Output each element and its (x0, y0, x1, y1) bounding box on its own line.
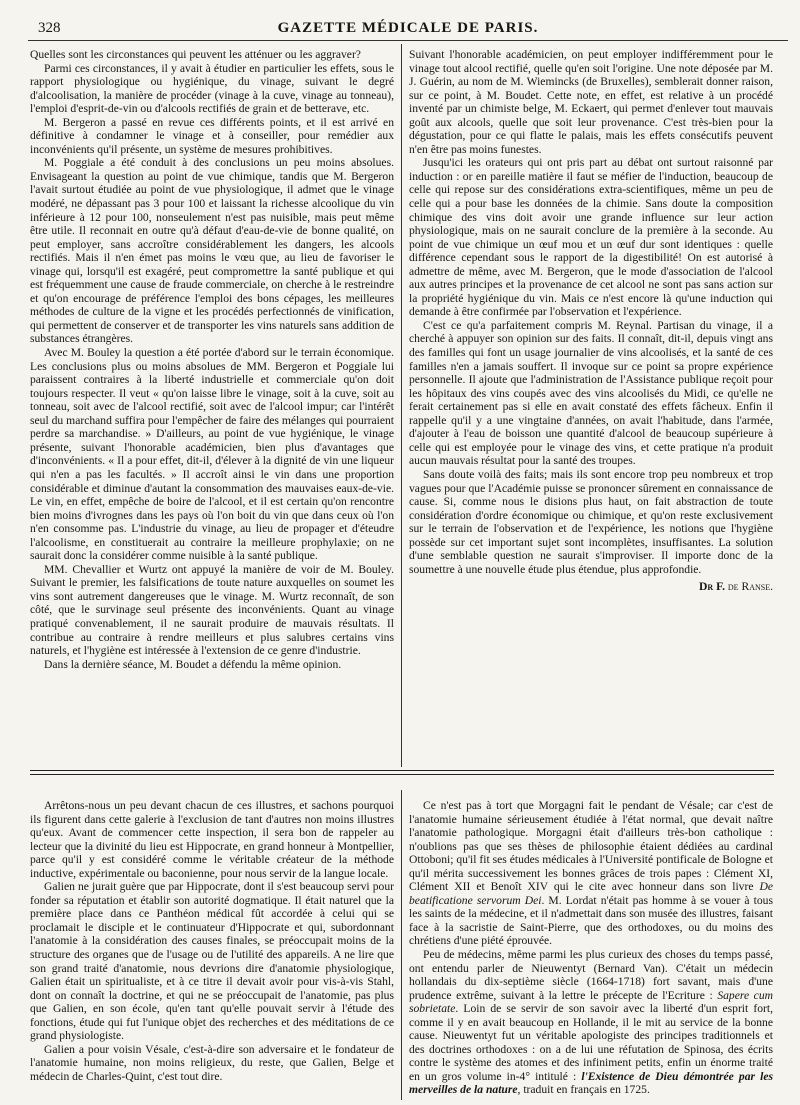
paragraph: MM. Chevallier et Wurtz ont appuyé la manière de voir de M. Bouley. Suivant le premier, les falsifications de toute nature auxquelles on soumet les vins sont autrement dangereuses que le vinage. M. Wurtz reconnaît, de son côté, que le survinage seul présente des inconvénients. Quant au vinage pratiqué convenablement, il ne saurait produire de mauvais résultats. Il contribue au contraire à rendre meilleurs et plus salubres certains vins naturels, et l'hygiène est intéressée à l'extension de ce genre d'industrie. (30, 562, 394, 658)
section-divider (30, 770, 774, 771)
page-number: 328 (38, 20, 61, 36)
paragraph: M. Bergeron a passé en revue ces différents points, et il est arrivé en définitive à condamner le vinage et à conseiller, pour remédier aux inconvénients qu'il présente, un système de mesures prohibitives. (30, 115, 394, 156)
paragraph: Quelles sont les circonstances qui peuvent les atténuer ou les aggraver? (30, 48, 361, 61)
paragraph (409, 948, 773, 1097)
article-column-right (409, 48, 773, 764)
paragraph: Galien a pour voisin Vésale, c'est-à-dire son adversaire et le fondateur de l'anatomie humaine, non moins religieux, du reste, que Galien, Belge et médecin de Charles-Quint, c'est tout dire. (30, 1042, 394, 1083)
paragraph: Jusqu'ici les orateurs qui ont pris part au débat ont surtout raisonné par induction : or en pareille matière il faut se méfier de l'induction, beaucoup de celle qui repose sur des considérations extra-scientifiques, même un peu de celle qui a pour base les données de la chimie. Sans doute la composition chimique des vins doit avoir une grande influence sur leur action physiologique, mais on ne saurait conclure de la première à la seconde. Au point de vue chimique un œuf mou et un œuf dur sont identiques : quelle différence cependant sous le rapport de la digestibilité! On est autorisé à admettre de même, avec M. Bergeron, que le mode d'association de l'alcool aux autres principes et la provenance de cet alcool ne sont pas sans action sur la propriété hygiénique du vin. Mais ce n'est encore là qu'une induction qui demande à être confirmée par l'observation et l'expérience. (409, 156, 773, 319)
paragraph-text: . Loin de se servir de son savoir avec la liberté d'un esprit fort, comme il y en avait beaucoup en Hollande, il le mit au service de la bonne cause. Nieuwentyt fut un véritable apologiste des principes traditionnels et des doctrines orthodoxes : on a de lui une réfutation de Spinosa, des écrits contre le système des atomes et des infiniment petits, enfin un énorme traité en un gros volume in-4° intitulé : (409, 1002, 773, 1083)
paragraph: Parmi ces circonstances, il y avait à étudier en particulier les effets, sous le rapport physiologique ou hygiénique, du vinage, suivant le degré d'alcoolisation, la manière de procéder (vinage à la cuve, vinage au tonneau), l'emploi d'esprit-de-vin ou d'alcools rectifiés de grain et de betterave, etc. (30, 61, 394, 116)
paragraph: Suivant l'honorable académicien, on peut employer indifféremment pour le vinage tout alcool rectifié, quelle qu'en soit l'origine. Une note déposée par M. J. Guérin, au nom de M. Wiemincks (de Bruxelles), semblerait donner raison, sur ce point, à M. Boudet. Cette note, en effet, est relative à un procédé inventé par un chimiste belge, M. Eckaert, qui permet d'enlever tout mauvais goût aux alcools, quelle que soit leur provenance. C'est très-bien pour la dégustation, pour ce qui flatte le palais, mais les effets consécutifs peuvent n'en être pas moins funestes. (409, 48, 773, 156)
paragraph: Sans doute voilà des faits; mais ils sont encore trop peu nombreux et trop vagues pour que l'Académie puisse se prononcer sûrement en connaissance de cause. Si, comme nous le disions plus haut, on fait abstraction de toute considération d'ordre économique ou chimique, et qu'on reste exclusivement sur le terrain de l'observation et de l'expérience, les notions que l'hygiène possède sur cet important sujet sont incomplètes, insuffisantes. La solution d'une semblable question ne saurait s'improviser. Il importe donc de la soumettre à une nouvelle étude plus étendue, plus approfondie. (409, 467, 773, 576)
book-title: De beatificatione servorum Dei (409, 880, 773, 907)
latin-motto: Sapere cum sobrietate (409, 988, 773, 1016)
article-column-left (30, 48, 394, 764)
book-title: l'Existence de Dieu démontrée par les merveilles de la nature (409, 1069, 773, 1097)
paragraph-text: . M. Lordat n'était pas homme à se vouer à tous les saints de la médecine, et il n'admettait dans son musée des illustres, faisant face à la sacristie de Saint-Pierre, que des orthodoxes, ou du moins des chrétiens d'une piété éprouvée. (409, 893, 773, 948)
paragraph-text: , traduit en français en 1725. (517, 1083, 650, 1097)
signature-prefix: Dr F. (699, 580, 725, 594)
author-signature (409, 580, 773, 594)
paragraph-text: Peu de médecins, même parmi les plus curieux des choses du temps passé, ont entendu parler de Nieuwentyt (Bernard Van). C'était un médecin hollandais du dix-septième siècle (1664-1718) fort savant, mais d'une prudence extrême, suivant à la lettre le précepte de l'Ecriture : (409, 948, 773, 1002)
feuilleton-column-left (30, 799, 394, 1099)
journal-title: GAZETTE MÉDICALE DE PARIS. (277, 20, 539, 36)
paragraph-text: Ce n'est pas à tort que Morgagni fait le pendant de Vésale; car c'est de l'anatomie humaine sérieusement étudiée à l'état normal, que devait naître l'anatomie pathologique. Morgagni était d'ailleurs très-bon catholique : n'oublions pas que ses thèses de philosophie étaient dédiées au cardinal Ottoboni; qu'il fit ses études médicales à l'Université pontificale de Bologne et qu'il mérita successivement les bonnes grâces de trois papes : Clément XI, Clément XII et Benoît XIV qui le cite avec honneur dans son livre (409, 799, 773, 894)
paragraph: Avec M. Bouley la question a été portée d'abord sur le terrain économique. Les conclusions plus ou moins absolues de MM. Bergeron et Poggiale lui paraissent contraires à la liberté industrielle et commerciale qu'on doit toujours respecter. Il veut « qu'on laisse libre le vinage, soit à la cuve, soit au tonneau, soit avec de l'alcool rectifié, soit avec de l'alcool impur; car l'intérêt seul du marchand suffira pour l'empêcher de faire des mélanges qui pourraient perdre sa marchandise. » D'ailleurs, au point de vue hygiénique, le vinage présente, suivant l'honorable académicien, bien plus d'avantages que d'inconvénients. « Il a pour effet, dit-il, d'élever à la dignité de vin une liqueur qui n'en a pas les facultés. » Il accroît ainsi le vin dans une proportion considérable et diminue d'autant la consommation des mauvaises eaux-de-vie. Le vin, en effet, empêche de boire de l'alcool, et il est certain qu'on rencontre bien moins d'ivrognes dans les pays où l'on boit du vin que dans ceux où l'on n'en consomme pas. L'industrie du vinage, au lieu de propager et d'éteudre l'alcoolisme, en constituerait au contraire la meilleure prophylaxie; on ne saurait donc la considérer comme nuisible à la santé publique. (30, 346, 394, 563)
paragraph (409, 799, 773, 948)
feuilleton-column-right (409, 799, 773, 1099)
signature-name: de Ranse. (727, 580, 773, 594)
paragraph: Galien ne jurait guère que par Hippocrate, dont il s'est beaucoup servi pour fonder sa réputation et établir son autorité dogmatique. Il était naturel que la première place dans ce Panthéon médical fût accordée à celui qui se proclamait le disciple et le continuateur d'Hippocrate et qui, subordonnant l'anatomie à la considération des causes finales, se préoccupait moins de la structure des organes que de l'usage ou de l'utilité des appareils. A ne lire que son grand traité d'anatomie, nous devrions dire d'anatomie physiologique, Galien était un spiritualiste, et à ce titre il devait avoir pour vis-à-vis Stahl, dont on connaît la doctrine, et qui ne se préoccupait de l'anatomie, pas plus que Galien, en son école, qu'en tant qu'elle pouvait servir à l'étude des fonctions, étude qui fut l'unique objet des recherches et des méditations de ce grand physiologiste. (30, 880, 394, 1043)
bottom-column-divider (401, 790, 402, 1100)
paragraph: C'est ce qu'a parfaitement compris M. Reynal. Partisan du vinage, il a cherché à appuyer son opinion sur des faits. Il connaît, dit-il, depuis vingt ans des familles qui font un usage journalier de vins alcoolisés, et la santé de ces familles n'en a jamais souffert. Il invoque sur ce point sa propre expérience personnelle. Il ajoute que l'administration de l'Assistance publique reçoit pour les hôpitaux des vins coupés avec des vins alcoolisés du Midi, ce qu'elle ne ferait certainement pas si elle en avait constaté des effets fâcheux. Enfin il rappelle qu'il y a une vingtaine d'années, on avait l'habitude, dans l'armée, d'ajouter à l'eau de boisson une quantité d'alcool de beaucoup supérieure à celle qui est employée pour le vinage des vins, et cette pratique n'a produit aucun mauvais résultat pour la santé des troupes. (409, 318, 773, 468)
paragraph: Arrêtons-nous un peu devant chacun de ces illustres, et sachons pourquoi ils figurent dans cette galerie à l'exclusion de tant d'autres non moins illustres qu'eux. Avant de commencer cette inspection, il sera bon de rappeler au lecteur que la divinité du lieu est Hippocrate, en grand honneur à Montpellier, parce qu'il y est considéré comme le véritable créateur de la méthode inductive, expérimentale ou baconienne, pour nous servir de la langue locale. (30, 799, 394, 880)
section-divider-lower (30, 774, 774, 775)
page-header (28, 18, 788, 41)
paragraph: Dans la dernière séance, M. Boudet a défendu la même opinion. (44, 657, 342, 671)
paragraph: M. Poggiale a été conduit à des conclusions un peu moins absolues. Envisageant la question au point de vue chimique, tandis que M. Bergeron l'avait surtout étudiée au point de vue physiologique, il admet que le vinage modéré, ne dépassant pas 3 pour 100 et laissant la richesse alcoolique du vin inférieure à 12 pour 100, nonseulement n'est pas nuisible, mais peut même être utile. Il reconnait en outre qu'à défaut d'eau-de-vie de bonne qualité, on peut employer, sans accroître considérablement les dangers, les alcools rectifiés. Mais il n'en émet pas moins le vœu que, au lieu de favoriser le vinage qui, lorsqu'il est exagéré, peut compromettre la santé publique et qui est fréquemment une cause de fraude commerciale, on cherche à le restreindre et qu'on encourage de préférence l'emploi des bons cépages, les meilleures méthodes de culture de la vigne et les procédés perfectionnés de vinification, qui permettent de conserver et de transporter les vins naturels sans addition de substances étrangères. (30, 156, 394, 346)
top-column-divider (401, 44, 402, 767)
